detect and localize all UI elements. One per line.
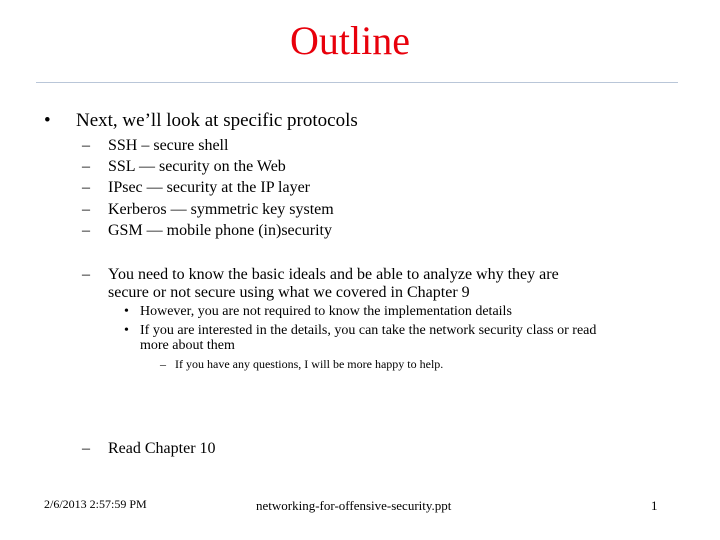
dash-icon: – [82,222,90,239]
main-point: Next, we’ll look at specific protocols [76,110,358,131]
dash-icon: – [82,266,90,283]
questions-note: If you have any questions, I will be more happy to help. [175,357,444,371]
detail-not-required: However, you are not required to know the implementation details [140,304,512,319]
protocol-item: SSL — security on the Web [108,158,286,175]
dash-icon: – [82,201,90,218]
protocol-item: Kerberos — symmetric key system [108,201,334,218]
dash-icon: – [82,158,90,175]
title-divider [36,82,678,83]
footer-filename: networking-for-offensive-security.ppt [256,498,452,513]
dash-icon: – [82,137,90,154]
read-chapter: Read Chapter 10 [108,440,216,457]
dash-icon: – [82,179,90,196]
slide-title: Outline [290,18,410,63]
need-to-know-line-1: You need to know the basic ideals and be able to analyze why they are [108,266,559,283]
bullet-icon: • [124,304,129,319]
protocol-item: IPsec — security at the IP layer [108,179,311,196]
dash-icon: – [160,357,166,371]
protocol-item: SSH – secure shell [108,137,229,154]
footer-timestamp: 2/6/2013 2:57:59 PM [44,497,147,511]
need-to-know-line-2: secure or not secure using what we covered in Chapter 9 [108,284,470,301]
bullet-icon: • [124,323,129,338]
protocol-item: GSM — mobile phone (in)security [108,222,332,239]
detail-interested-line-1: If you are interested in the details, you can take the network security class or read [140,323,597,338]
footer-page-number: 1 [651,498,658,513]
bullet-icon: • [44,110,51,131]
dash-icon: – [82,440,90,457]
detail-interested-line-2: more about them [140,338,235,353]
